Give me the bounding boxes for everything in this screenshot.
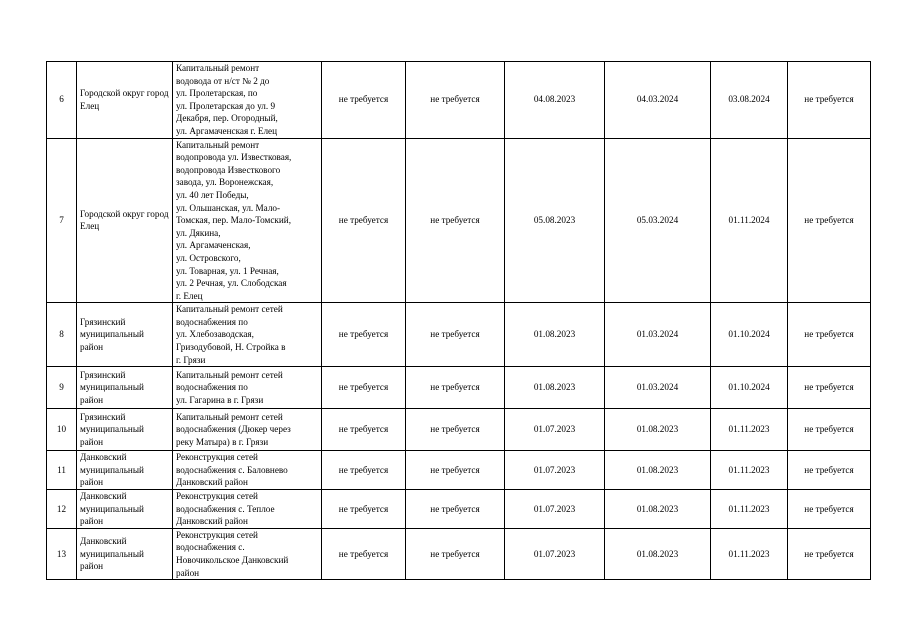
requirement-cell-3: не требуется [788, 451, 871, 490]
requirement-cell-2: не требуется [406, 367, 505, 409]
table-row [47, 528, 871, 579]
district-cell: Данковский муниципальный район [77, 528, 173, 579]
date-cell-3: 01.11.2023 [711, 451, 788, 490]
district-cell: Данковский муниципальный район [77, 451, 173, 490]
row-number: 10 [47, 409, 77, 451]
district-cell: Грязинский муниципальный район [77, 409, 173, 451]
requirement-cell-3: не требуется [788, 409, 871, 451]
requirement-cell-2: не требуется [406, 490, 505, 529]
work-description-cell: Реконструкция сетей водоснабжения с. Теплое Данковский район [173, 490, 322, 529]
work-description-cell: Реконструкция сетей водоснабжения с. Новочикольское Данковский район [173, 528, 322, 579]
requirement-cell-2: не требуется [406, 138, 505, 303]
date-cell-1: 04.08.2023 [505, 62, 605, 139]
requirement-cell-3: не требуется [788, 367, 871, 409]
work-description-cell: Капитальный ремонт сетей водоснабжения по ул. Гагарина в г. Грязи [173, 367, 322, 409]
date-cell-2: 01.08.2023 [605, 409, 711, 451]
work-description-cell: Капитальный ремонт сетей водоснабжения по ул. Хлебозаводская, Гризодубовой, Н. Стройка в г. Грязи [173, 303, 322, 367]
date-cell-2: 01.08.2023 [605, 528, 711, 579]
table-row [47, 303, 871, 367]
requirement-cell-1: не требуется [322, 367, 406, 409]
date-cell-2: 01.03.2024 [605, 367, 711, 409]
row-number: 8 [47, 303, 77, 367]
date-cell-3: 01.11.2023 [711, 490, 788, 529]
date-cell-2: 01.08.2023 [605, 490, 711, 529]
date-cell-3: 03.08.2024 [711, 62, 788, 139]
requirement-cell-1: не требуется [322, 490, 406, 529]
date-cell-1: 01.08.2023 [505, 367, 605, 409]
requirement-cell-3: не требуется [788, 490, 871, 529]
requirement-cell-1: не требуется [322, 451, 406, 490]
requirement-cell-1: не требуется [322, 409, 406, 451]
requirement-cell-2: не требуется [406, 528, 505, 579]
date-cell-1: 01.08.2023 [505, 303, 605, 367]
district-cell: Грязинский муниципальный район [77, 367, 173, 409]
row-number: 11 [47, 451, 77, 490]
table-row [47, 409, 871, 451]
date-cell-3: 01.10.2024 [711, 367, 788, 409]
date-cell-2: 04.03.2024 [605, 62, 711, 139]
requirement-cell-2: не требуется [406, 409, 505, 451]
requirement-cell-1: не требуется [322, 138, 406, 303]
requirement-cell-2: не требуется [406, 62, 505, 139]
district-cell: Данковский муниципальный район [77, 490, 173, 529]
requirement-cell-3: не требуется [788, 62, 871, 139]
date-cell-1: 01.07.2023 [505, 451, 605, 490]
work-description-cell: Капитальный ремонт сетей водоснабжения (Дюкер через реку Матыра) в г. Грязи [173, 409, 322, 451]
requirement-cell-2: не требуется [406, 451, 505, 490]
district-cell: Городской округ город Елец [77, 62, 173, 139]
date-cell-1: 01.07.2023 [505, 490, 605, 529]
table-row [47, 138, 871, 303]
district-cell: Грязинский муниципальный район [77, 303, 173, 367]
district-cell: Городской округ город Елец [77, 138, 173, 303]
work-description-cell: Реконструкция сетей водоснабжения с. Баловнево Данковский район [173, 451, 322, 490]
date-cell-3: 01.10.2024 [711, 303, 788, 367]
date-cell-1: 01.07.2023 [505, 528, 605, 579]
requirement-cell-1: не требуется [322, 528, 406, 579]
work-description-cell: Капитальный ремонт водопровода ул. Известковая, водопровода Известкового завода, ул. Воронежская, ул. 40 лет Победы, ул. Ольшанская, ул. Мало- Томская, пер. Мало-Томский, ул. Дякина, ул. Аргамаченская, ул. Островского, ул. Товарная, ул. 1 Речная, ул. 2 Речная, ул. Слободская г. Елец [173, 138, 322, 303]
requirement-cell-1: не требуется [322, 303, 406, 367]
table-row [47, 451, 871, 490]
requirement-cell-1: не требуется [322, 62, 406, 139]
date-cell-1: 01.07.2023 [505, 409, 605, 451]
works-table [46, 61, 871, 580]
date-cell-3: 01.11.2023 [711, 409, 788, 451]
date-cell-3: 01.11.2024 [711, 138, 788, 303]
requirement-cell-3: не требуется [788, 528, 871, 579]
requirement-cell-3: не требуется [788, 303, 871, 367]
table-row [47, 490, 871, 529]
table-row [47, 367, 871, 409]
row-number: 6 [47, 62, 77, 139]
date-cell-2: 05.03.2024 [605, 138, 711, 303]
date-cell-2: 01.08.2023 [605, 451, 711, 490]
row-number: 9 [47, 367, 77, 409]
row-number: 13 [47, 528, 77, 579]
row-number: 12 [47, 490, 77, 529]
date-cell-3: 01.11.2023 [711, 528, 788, 579]
requirement-cell-3: не требуется [788, 138, 871, 303]
date-cell-1: 05.08.2023 [505, 138, 605, 303]
row-number: 7 [47, 138, 77, 303]
requirement-cell-2: не требуется [406, 303, 505, 367]
table-row [47, 62, 871, 139]
work-description-cell: Капитальный ремонт водовода от н/ст № 2 до ул. Пролетарская, по ул. Пролетарская до ул. 9 Декабря, пер. Огородный, ул. Аргамаченская г. Елец [173, 62, 322, 139]
date-cell-2: 01.03.2024 [605, 303, 711, 367]
